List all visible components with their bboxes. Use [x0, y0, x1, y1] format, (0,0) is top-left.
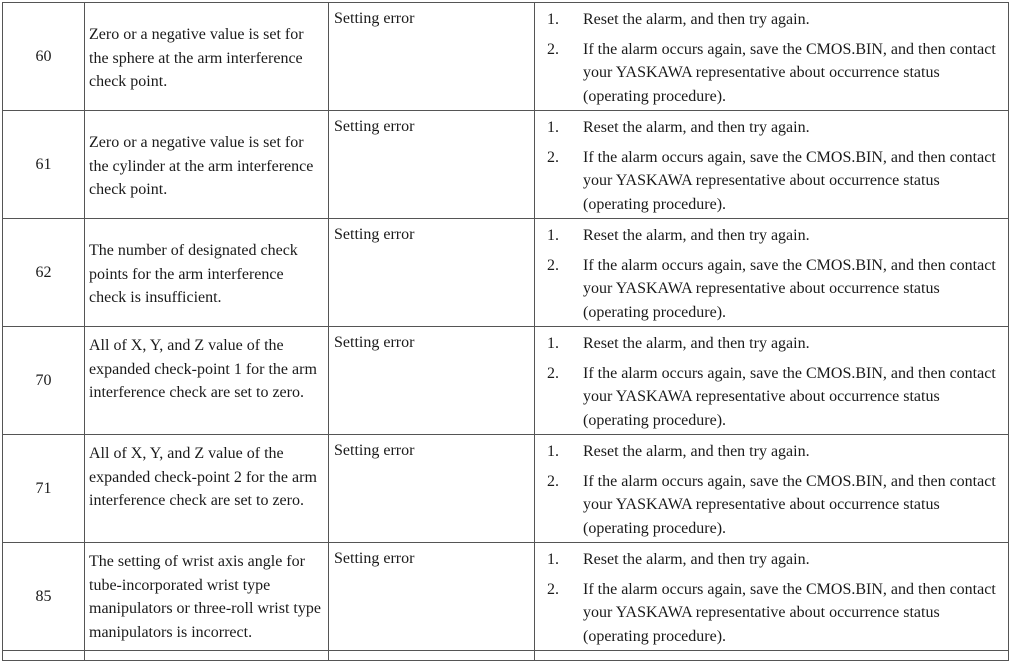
- alarm-description-cell: [85, 3, 329, 111]
- remedy-steps: [535, 3, 1008, 108]
- alarm-cause-cell: [329, 111, 535, 219]
- alarm-cause: Setting error: [334, 118, 415, 135]
- alarm-cause-cell: [329, 543, 535, 651]
- table-row: [3, 327, 1009, 435]
- remedy-step: [547, 146, 1002, 217]
- alarm-cause: Setting error: [334, 442, 415, 459]
- remedy-steps: [535, 543, 1008, 648]
- alarm-cause-cell: [329, 219, 535, 327]
- table-row-continuation: [3, 651, 1009, 661]
- alarm-description-cell: [85, 435, 329, 543]
- alarm-description-cell: [85, 219, 329, 327]
- remedy-steps: [535, 327, 1008, 432]
- table-row: [3, 435, 1009, 543]
- alarm-remedy-cell: [535, 219, 1009, 327]
- remedy-steps: [535, 435, 1008, 540]
- remedy-step: [547, 440, 1002, 464]
- step-number: 2.: [547, 40, 559, 58]
- step-text: If the alarm occurs again, save the CMOS.BIN, and then contact your YASKAWA representative about occurrence status (operating procedure).: [583, 364, 996, 429]
- remedy-step: [547, 332, 1002, 356]
- alarm-code: 85: [3, 543, 85, 651]
- table-row: [3, 543, 1009, 651]
- alarm-cause-cell: [329, 435, 535, 543]
- alarm-code: 60: [3, 3, 85, 111]
- alarm-description: Zero or a negative value is set for the cylinder at the arm interference check point.: [89, 134, 314, 198]
- step-text: Reset the alarm, and then try again.: [583, 551, 810, 568]
- alarm-description-cell: [85, 327, 329, 435]
- table-cell-empty: [535, 651, 1009, 661]
- alarm-description: The number of designated check points for the arm interference check is insufficient.: [89, 242, 298, 306]
- remedy-step: [547, 38, 1002, 109]
- alarm-code: 71: [3, 435, 85, 543]
- alarm-cause-cell: [329, 327, 535, 435]
- alarm-code: 61: [3, 111, 85, 219]
- table-cell-empty: [329, 651, 535, 661]
- remedy-steps: [535, 219, 1008, 324]
- alarm-cause-cell: [329, 3, 535, 111]
- step-number: 2.: [547, 580, 559, 598]
- alarm-description: The setting of wrist axis angle for tube-incorporated wrist type manipulators or three-roll wrist type manipulators is incorrect.: [89, 553, 321, 641]
- step-number: 1.: [547, 551, 559, 568]
- step-number: 1.: [547, 119, 559, 136]
- alarm-cause: Setting error: [334, 226, 415, 243]
- alarm-remedy-cell: [535, 111, 1009, 219]
- step-text: Reset the alarm, and then try again.: [583, 227, 810, 244]
- step-text: If the alarm occurs again, save the CMOS.BIN, and then contact your YASKAWA representative about occurrence status (operating procedure).: [583, 40, 996, 105]
- step-text: Reset the alarm, and then try again.: [583, 443, 810, 460]
- step-text: If the alarm occurs again, save the CMOS.BIN, and then contact your YASKAWA representative about occurrence status (operating procedure).: [583, 580, 996, 645]
- alarm-remedy-cell: [535, 543, 1009, 651]
- step-text: Reset the alarm, and then try again.: [583, 335, 810, 352]
- step-text: If the alarm occurs again, save the CMOS.BIN, and then contact your YASKAWA representative about occurrence status (operating procedure).: [583, 472, 996, 537]
- alarm-code: 70: [3, 327, 85, 435]
- table-cell-empty: [3, 651, 85, 661]
- alarm-description-cell: [85, 543, 329, 651]
- alarm-code: 62: [3, 219, 85, 327]
- step-number: 2.: [547, 148, 559, 166]
- remedy-steps: [535, 111, 1008, 216]
- alarm-remedy-cell: [535, 327, 1009, 435]
- step-text: If the alarm occurs again, save the CMOS.BIN, and then contact your YASKAWA representative about occurrence status (operating procedure).: [583, 148, 996, 213]
- remedy-step: [547, 470, 1002, 541]
- table-row: [3, 111, 1009, 219]
- remedy-step: [547, 224, 1002, 248]
- table-row: [3, 3, 1009, 111]
- alarm-cause: Setting error: [334, 550, 415, 567]
- remedy-step: [547, 362, 1002, 433]
- alarm-description-cell: [85, 111, 329, 219]
- step-number: 1.: [547, 335, 559, 352]
- step-number: 1.: [547, 11, 559, 28]
- step-number: 1.: [547, 227, 559, 244]
- step-number: 1.: [547, 443, 559, 460]
- alarm-remedy-cell: [535, 435, 1009, 543]
- remedy-step: [547, 8, 1002, 32]
- step-number: 2.: [547, 472, 559, 490]
- step-text: Reset the alarm, and then try again.: [583, 11, 810, 28]
- remedy-step: [547, 254, 1002, 325]
- remedy-step: [547, 116, 1002, 140]
- step-text: If the alarm occurs again, save the CMOS.BIN, and then contact your YASKAWA representative about occurrence status (operating procedure).: [583, 256, 996, 321]
- alarm-description: All of X, Y, and Z value of the expanded check-point 1 for the arm interference check are set to zero.: [89, 337, 317, 401]
- table-row: [3, 219, 1009, 327]
- alarm-remedy-cell: [535, 3, 1009, 111]
- alarm-cause: Setting error: [334, 334, 415, 351]
- remedy-step: [547, 578, 1002, 649]
- step-number: 2.: [547, 256, 559, 274]
- remedy-step: [547, 548, 1002, 572]
- table-cell-empty: [85, 651, 329, 661]
- alarm-table: [2, 2, 1009, 661]
- step-number: 2.: [547, 364, 559, 382]
- alarm-cause: Setting error: [334, 10, 415, 27]
- alarm-description: All of X, Y, and Z value of the expanded check-point 2 for the arm interference check are set to zero.: [89, 445, 317, 509]
- alarm-description: Zero or a negative value is set for the sphere at the arm interference check point.: [89, 26, 304, 90]
- step-text: Reset the alarm, and then try again.: [583, 119, 810, 136]
